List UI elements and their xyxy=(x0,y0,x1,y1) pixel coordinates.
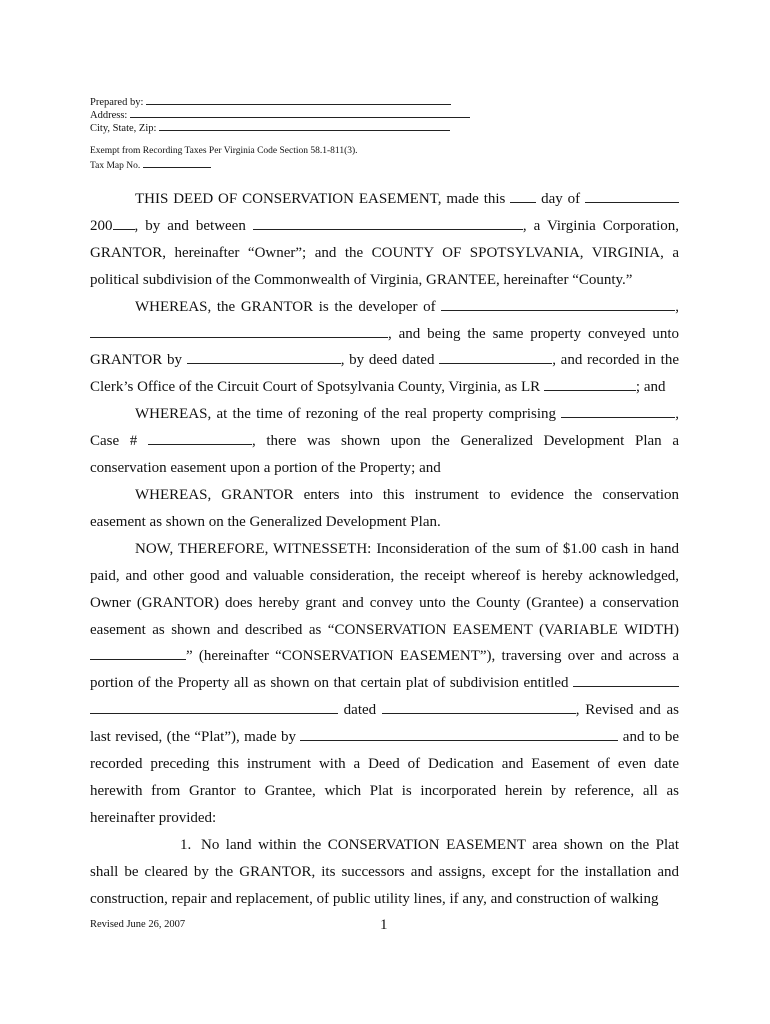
month-blank xyxy=(585,189,679,203)
year-prefix-text: 200 xyxy=(90,217,113,234)
surveyor-blank xyxy=(300,727,618,741)
conveyed-by-blank xyxy=(187,350,341,364)
plat-title-blank xyxy=(573,673,679,687)
city-state-zip-label: City, State, Zip: xyxy=(90,123,157,134)
tax-map-label: Tax Map No. xyxy=(90,161,141,171)
day-blank xyxy=(510,189,536,203)
dated-text: dated xyxy=(343,702,377,719)
day-of-text: day of xyxy=(541,191,581,207)
tax-map-blank xyxy=(143,158,211,168)
tax-map-line xyxy=(90,158,358,173)
city-state-zip-line xyxy=(90,120,450,135)
recorded-in-text: , and recorded in the Clerk’s Office of the Circuit Court of Spotsylvania County, Virginia, as LR xyxy=(90,352,679,396)
plat-made-by-text: , Revised and as last revised, (the “Plat”), made by xyxy=(90,702,679,746)
case-number-text: , Case # xyxy=(90,406,680,450)
deed-opening-text: THIS DEED OF CONSERVATION EASEMENT, made this xyxy=(135,191,506,207)
deed-body xyxy=(90,186,679,912)
address-label: Address: xyxy=(90,110,128,121)
whereas-developer-paragraph xyxy=(90,294,679,402)
city-state-zip-blank xyxy=(159,120,450,131)
lr-number-blank xyxy=(544,377,636,391)
exemption-block xyxy=(90,145,358,173)
conveyed-unto-text: , and being the same property conveyed unto GRANTOR by xyxy=(90,325,679,369)
whereas-grantor-paragraph: WHEREAS, GRANTOR enters into this instrument to evidence the conservation easement as shown on the Generalized Development Plan. xyxy=(90,486,679,530)
grantor-grantee-text: , a Virginia Corporation, GRANTOR, hereinafter “Owner”; and the COUNTY OF SPOTSYLVANIA, VIRGINIA, a political subdivision of the Commonwealth of Virginia, GRANTEE, hereinafter “County.” xyxy=(90,217,679,288)
address-blank xyxy=(130,107,470,118)
real-property-blank xyxy=(561,404,675,418)
whereas-rezoning-paragraph xyxy=(90,401,679,482)
item-1-number: 1. xyxy=(180,836,192,853)
prepared-by-label: Prepared by: xyxy=(90,97,144,108)
comma-text: , xyxy=(675,298,679,315)
easement-width-blank xyxy=(90,646,186,660)
grantor-name-blank xyxy=(253,216,523,230)
hereinafter-easement-text: ” (hereinafter “CONSERVATION EASEMENT”), traversing over and across a portion of the Property all as shown on that certain plat of subdivision entitled xyxy=(90,648,679,692)
deed-date-blank xyxy=(439,350,552,364)
by-and-between-text: , by and between xyxy=(134,217,246,234)
plat-date-blank xyxy=(382,700,576,714)
exemption-text: Exempt from Recording Taxes Per Virginia Code Section 58.1-811(3). xyxy=(90,146,358,156)
deed-opening-paragraph xyxy=(90,186,679,294)
now-therefore-text: NOW, THEREFORE, WITNESSETH: Inconsideration of the sum of $1.00 cash in hand paid, and other good and valuable consideration, the receipt whereof is hereby acknowledged, Owner (GRANTOR) does hereby grant and convey unto the County (Grantee) a conservation easement as shown and described as “CONSERVATION EASEMENT (VARIABLE WIDTH) xyxy=(90,540,679,638)
numbered-item-1 xyxy=(90,832,679,913)
page-number: 1 xyxy=(380,917,388,933)
year-blank xyxy=(113,216,135,230)
item-1-text: No land within the CONSERVATION EASEMENT area shown on the Plat shall be cleared by the GRANTOR, its successors and assigns, except for the installation and construction, repair and replacement, of public utility lines, if any, and construction of walking xyxy=(90,836,679,907)
deed-dated-text: , by deed dated xyxy=(340,352,435,369)
whereas-rezoning-text: WHEREAS, at the time of rezoning of the real property comprising xyxy=(135,406,557,423)
recorded-preceding-text: and to be recorded preceding this instrument with a Deed of Dedication and Easement of even date herewith from Grantor to Grantee, which Plat is incorporated herein by reference, all as hereinafter provided: xyxy=(90,729,680,826)
generalized-plan-text: , there was shown upon the Generalized Development Plan a conservation easement upon a portion of the Property; and xyxy=(90,433,679,477)
whereas-developer-text: WHEREAS, the GRANTOR is the developer of xyxy=(135,298,436,315)
plat-title-continued-blank xyxy=(90,700,338,714)
and-text: ; and xyxy=(635,379,666,396)
prepared-by-blank xyxy=(146,94,451,105)
case-number-blank xyxy=(148,431,252,445)
property-description-blank xyxy=(90,324,388,338)
now-therefore-paragraph xyxy=(90,536,679,832)
development-name-blank xyxy=(441,297,675,311)
revised-date: Revised June 26, 2007 xyxy=(90,919,186,930)
